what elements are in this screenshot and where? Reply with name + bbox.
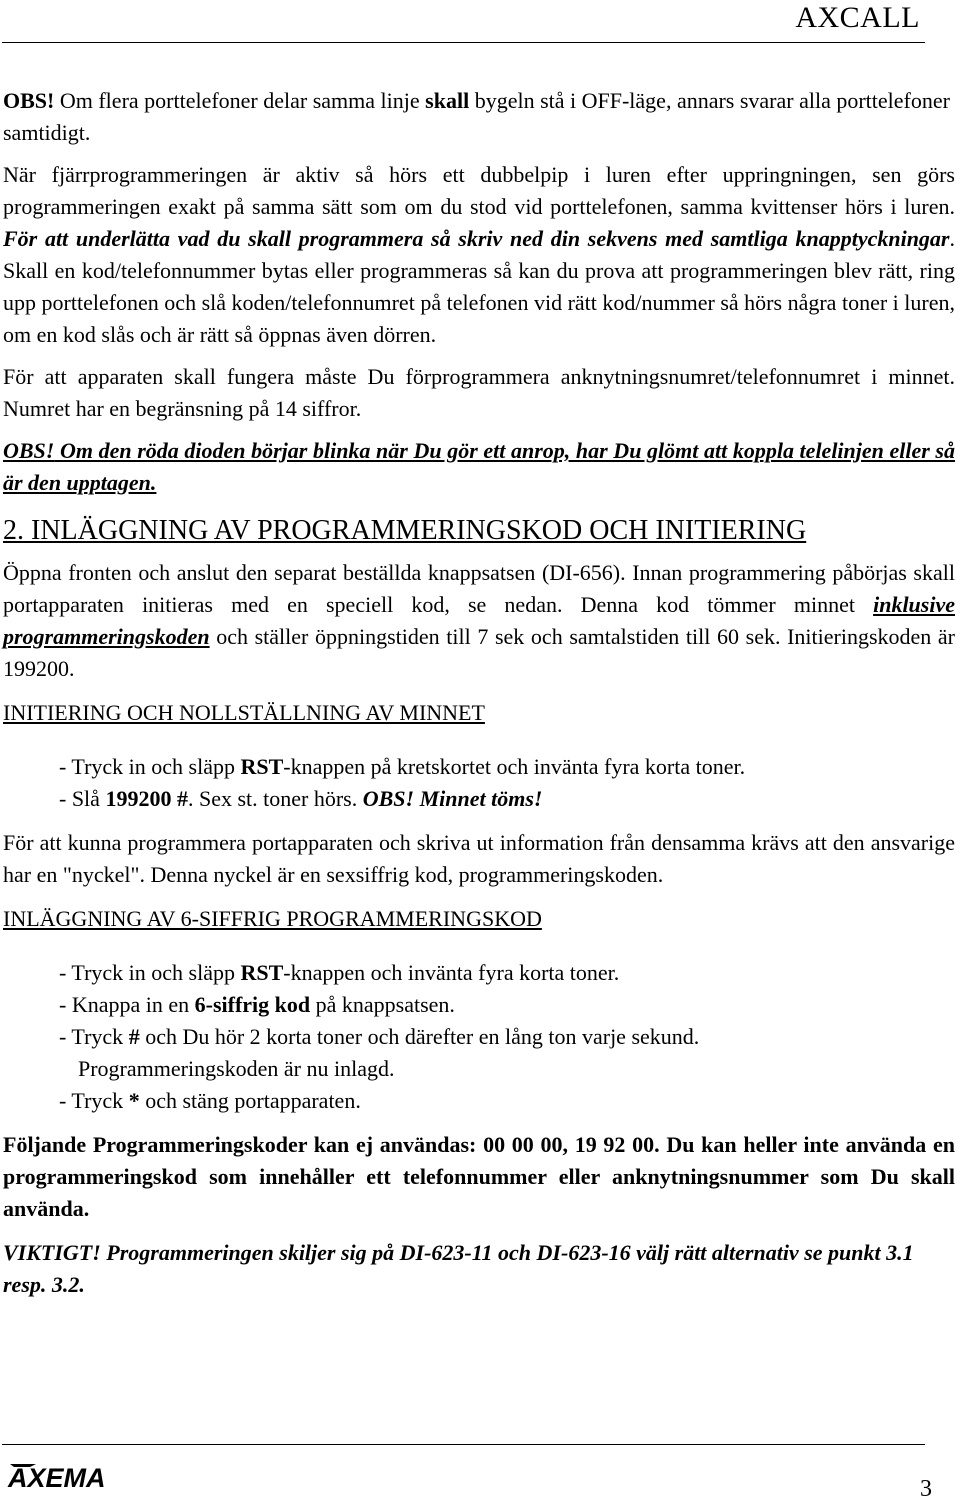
header-title: AXCALL xyxy=(795,1,920,34)
text: - Slå xyxy=(59,786,106,811)
bold-rst: RST xyxy=(240,960,284,985)
page-number: 3 xyxy=(920,1476,932,1502)
text: Om flera porttelefoner delar samma linje xyxy=(54,88,426,113)
remote-programming-paragraph xyxy=(3,159,955,351)
bold-code: 199200 # xyxy=(105,786,188,811)
obs-label: OBS! xyxy=(3,88,55,113)
obs-paragraph-2 xyxy=(3,435,955,499)
step xyxy=(59,783,955,815)
bold-star: * xyxy=(128,1088,140,1113)
step xyxy=(59,751,955,783)
text: och stäng portapparaten. xyxy=(139,1088,361,1113)
obs-paragraph-1 xyxy=(3,85,955,149)
step xyxy=(59,989,955,1021)
bold-code: 6-siffrig kod xyxy=(194,992,311,1017)
text: . Sex st. toner hörs. xyxy=(187,786,363,811)
text: - Tryck xyxy=(59,1088,129,1113)
bold-rst: RST xyxy=(240,754,284,779)
obs-label: OBS! xyxy=(3,438,55,463)
text: - Tryck in och släpp xyxy=(59,754,241,779)
emphasis-text: OBS! Minnet töms! xyxy=(362,786,543,811)
logo-text: AXEMA xyxy=(8,1463,106,1490)
subheading-code: INLÄGGNING AV 6-SIFFRIG PROGRAMMERINGSKOD xyxy=(3,906,542,931)
text: Om den röda dioden börjar blinka när Du gör ett anrop, har Du glömt att koppla telelinjen eller så är den upptagen. xyxy=(3,438,955,495)
step xyxy=(59,1021,955,1053)
header-rule xyxy=(2,42,925,43)
text: -knappen på kretskortet och invänta fyra korta toner. xyxy=(283,754,746,779)
init-steps xyxy=(59,751,955,815)
emphasis-text: För att underlätta vad du skall programmera så skriv ned din sekvens med samtliga knapptyckningar xyxy=(3,226,950,251)
forbidden-codes-paragraph: Följande Programmeringskoder kan ej användas: 00 00 00, 19 92 00. Du kan heller inte använda en programmeringskod som innehåller ett telefonnummer eller anknytningsnummer som Du skall använda. xyxy=(3,1132,955,1221)
step xyxy=(59,1085,955,1117)
text: bygeln stå i OFF-läge, annars svarar alla porttelefoner samtidigt. xyxy=(3,88,950,145)
text: När fjärrprogrammeringen är aktiv så hörs ett dubbelpip i luren efter uppringningen, sen görs programmeringen exakt på samma sätt som om du stod vid porttelefonen, samma kvittenser hörs i luren. xyxy=(3,162,955,219)
text: - Knappa in en xyxy=(59,992,195,1017)
footer-rule xyxy=(2,1444,925,1445)
text: Öppna fronten och anslut den separat beställda knappsatsen (DI-656). Innan programmering påbörjas skall portapparaten initieras med en speciell kod, se nedan. Denna kod tömmer minnet xyxy=(3,560,955,617)
code-steps xyxy=(59,957,955,1117)
axema-logo xyxy=(6,1458,136,1490)
important-paragraph: VIKTIGT! Programmeringen skiljer sig på DI-623-11 och DI-623-16 välj rätt alternativ se punkt 3.1 resp. 3.2. xyxy=(3,1240,914,1297)
init-paragraph xyxy=(3,557,955,685)
text: - Tryck in och släpp xyxy=(59,960,241,985)
section-heading: 2. INLÄGGNING AV PROGRAMMERINGSKOD OCH INITIERING xyxy=(3,515,807,546)
bold-hash: # xyxy=(128,1024,140,1049)
bold-skall: skall xyxy=(425,88,470,113)
step-continuation: Programmeringskoden är nu inlagd. xyxy=(78,1056,395,1081)
subheading-init: INITIERING OCH NOLLSTÄLLNING AV MINNET xyxy=(3,700,485,725)
page-footer xyxy=(0,1430,960,1503)
page-header xyxy=(0,0,960,50)
document-body xyxy=(3,85,955,1301)
text: -knappen och invänta fyra korta toner. xyxy=(283,960,620,985)
text: - Tryck xyxy=(59,1024,129,1049)
text: . Skall en kod/telefonnummer bytas eller programmeras så kan du prova att programmeringen blev rätt, ring upp porttelefonen och slå koden/telefonnumret på telefonen vid rätt kod/nummer så hörs några toner i luren, om en kod slås och är rätt så öppnas även dörren. xyxy=(3,226,955,347)
text: och Du hör 2 korta toner och därefter en lång ton varje sekund. xyxy=(139,1024,700,1049)
preprogram-paragraph: För att apparaten skall fungera måste Du förprogrammera anknytningsnumret/telefonnumret i minnet. Numret har en begränsning på 14 siffror. xyxy=(3,364,955,421)
text: på knappsatsen. xyxy=(310,992,455,1017)
emphasis-text: inklusive programmeringskoden xyxy=(3,592,955,649)
key-paragraph: För att kunna programmera portapparaten och skriva ut information från densamma krävs att den ansvarige har en "nyckel". Denna nyckel är en sexsiffrig kod, programmeringskoden. xyxy=(3,830,955,887)
text: och ställer öppningstiden till 7 sek och samtalstiden till 60 sek. Initieringskoden är 199200. xyxy=(3,624,955,681)
step xyxy=(59,957,955,989)
